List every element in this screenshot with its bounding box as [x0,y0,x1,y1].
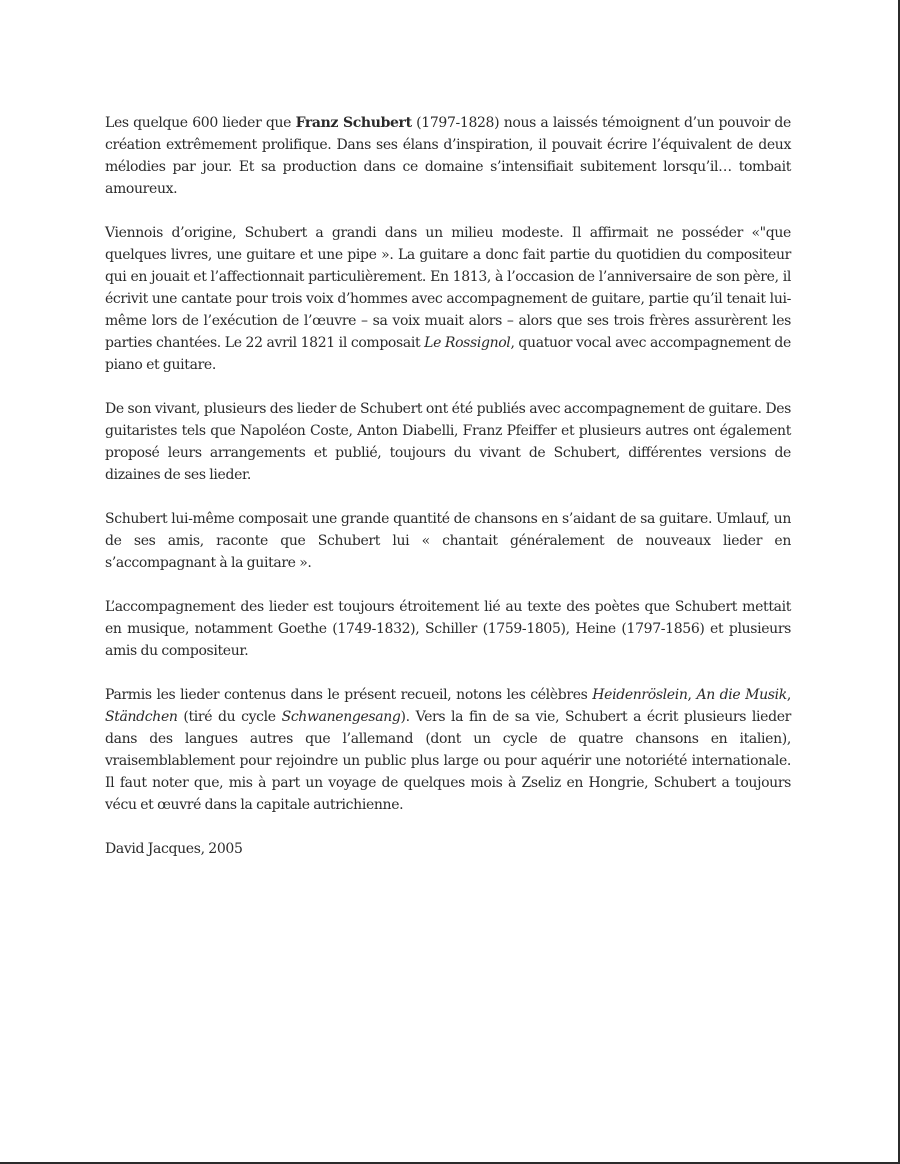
signature: David Jacques, 2005 [105,841,243,857]
paragraph-poets: L’accompagnement des lieder est toujours étroitement lié au texte des poètes que Schubert mettait en musique, notamment Goethe (1749-1832), Schiller (1759-1805), Heine (1797-1856) et plusieurs amis du compositeur. [105,599,791,659]
document-body [105,112,791,882]
cycle-title: Schwanengesang [281,709,401,725]
work-title: Heidenröslein [592,687,688,703]
text-run: , [786,687,791,703]
text-run: Parmis les lieder contenus dans le présent recueil, notons les célèbres [105,687,593,703]
text-run: ). Vers la fin de sa vie, Schubert a écrit plusieurs lieder dans des langues autres que l’allemand (dont un cycle de quatre chansons en italien), vraisemblablement pour rejoindre un public plus large ou pour aquérir une notoriété internationale. Il faut noter que, mis à part un voyage de quelques mois à Zseliz en Hongrie, Schubert a toujours vécu et œuvré dans la capitale autrichienne. [105,709,791,813]
paragraph-publications: De son vivant, plusieurs des lieder de Schubert ont été publiés avec accompagnement de guitare. Des guitaristes tels que Napoléon Coste, Anton Diabelli, Franz Pfeiffer et plusieurs autres ont également proposé leurs arrangements et publié, toujours du vivant de Schubert, différentes versions de dizaines de ses lieder. [105,401,791,483]
work-title: Le Rossignol [424,335,511,351]
text-run: (tiré du cycle [177,709,282,725]
work-title: An die Musik [696,687,787,703]
text-run: Viennois d’origine, Schubert a grandi dans un milieu modeste. Il affirmait ne posséder «"que quelques livres, une guitare et une pipe ». La guitare a donc fait partie du quotidien du compositeur qui en jouait et l’affectionnait particulièrement. En 1813, à l’occasion de l’anniversaire de son père, il écrivit une cantate pour trois voix d’hommes avec accompagnement de guitare, partie qu’il tenait lui-même lors de l’exécution de l’œuvre – sa voix muait alors – alors que ses trois frères assurèrent les parties chantées. Le 22 avril 1821 il composait [105,225,791,351]
text-run: (1797-1828) nous a laissés témoignent d’un pouvoir de création extrêmement prolifique. Dans ses élans d’inspiration, il pouvait écrire l’équivalent de deux mélodies par jour. Et sa production dans ce domaine s’intensifiait subitement lorsqu’il… tombait amoureux. [105,115,791,197]
composer-name: Franz Schubert [295,115,412,131]
paragraph-origins [105,222,791,376]
paragraph-composing: Schubert lui-même composait une grande quantité de chansons en s’aidant de sa guitare. Umlauf, un de ses amis, raconte que Schubert lui « chantait généralement de nouveaux lieder en s’accompagnant à la guitare ». [105,511,791,571]
work-title: Ständchen [105,709,178,725]
text-run: , [687,687,697,703]
text-run: , quatuor vocal avec accompagnement de piano et guitare. [105,335,791,373]
text-run: Les quelque 600 lieder que [105,115,296,131]
paragraph-intro [105,112,791,200]
paragraph-collection [105,684,791,816]
